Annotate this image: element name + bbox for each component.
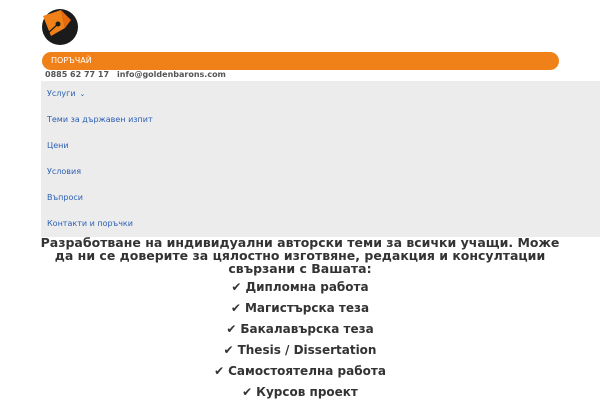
phone-number[interactable]: 0885 62 77 17 [45,70,110,79]
list-item: ✔ Магистърска теза [230,301,370,315]
contact-info [45,70,226,80]
list-item: ✔ Thesis / Dissertation [223,343,377,357]
pen-nib-logo-icon[interactable] [41,6,79,46]
check-icon: ✔ [242,385,253,399]
list-item: ✔ Курсов проект [242,385,358,399]
main-navigation [41,81,600,237]
nav-item-terms[interactable]: Условия [47,167,82,176]
nav-item-questions[interactable]: Въпроси [47,193,83,202]
order-button-label: ПОРЪЧАЙ [51,56,92,65]
check-icon: ✔ [226,322,237,336]
email-link[interactable]: info@goldenbarons.com [117,70,226,79]
nav-item-prices[interactable]: Цени [47,141,69,150]
intro-text: Разработване на индивидуални авторски теми за всички учащи. Може да ни се доверите за цялостно изготвяне, редакция и консултации свързани с Вашата: [40,235,560,276]
nav-item-state-exam-topics[interactable]: Теми за държавен изпит [47,115,153,124]
check-icon: ✔ [230,301,241,315]
nav-item-contacts-orders[interactable]: Контакти и поръчки [47,219,133,228]
check-icon: ✔ [214,364,225,378]
chevron-down-icon: ⌄ [79,90,86,98]
list-item: ✔ Самостоятелна работа [214,364,386,378]
list-item: ✔ Дипломна работа [231,280,369,294]
nav-item-services[interactable] [47,89,85,99]
check-icon: ✔ [231,280,242,294]
list-item: ✔ Бакалавърска теза [226,322,374,336]
main-content [0,236,600,406]
nav-item-services-label: Услуги [47,89,76,98]
order-button[interactable] [42,52,559,70]
check-icon: ✔ [223,343,234,357]
services-list [0,280,600,406]
